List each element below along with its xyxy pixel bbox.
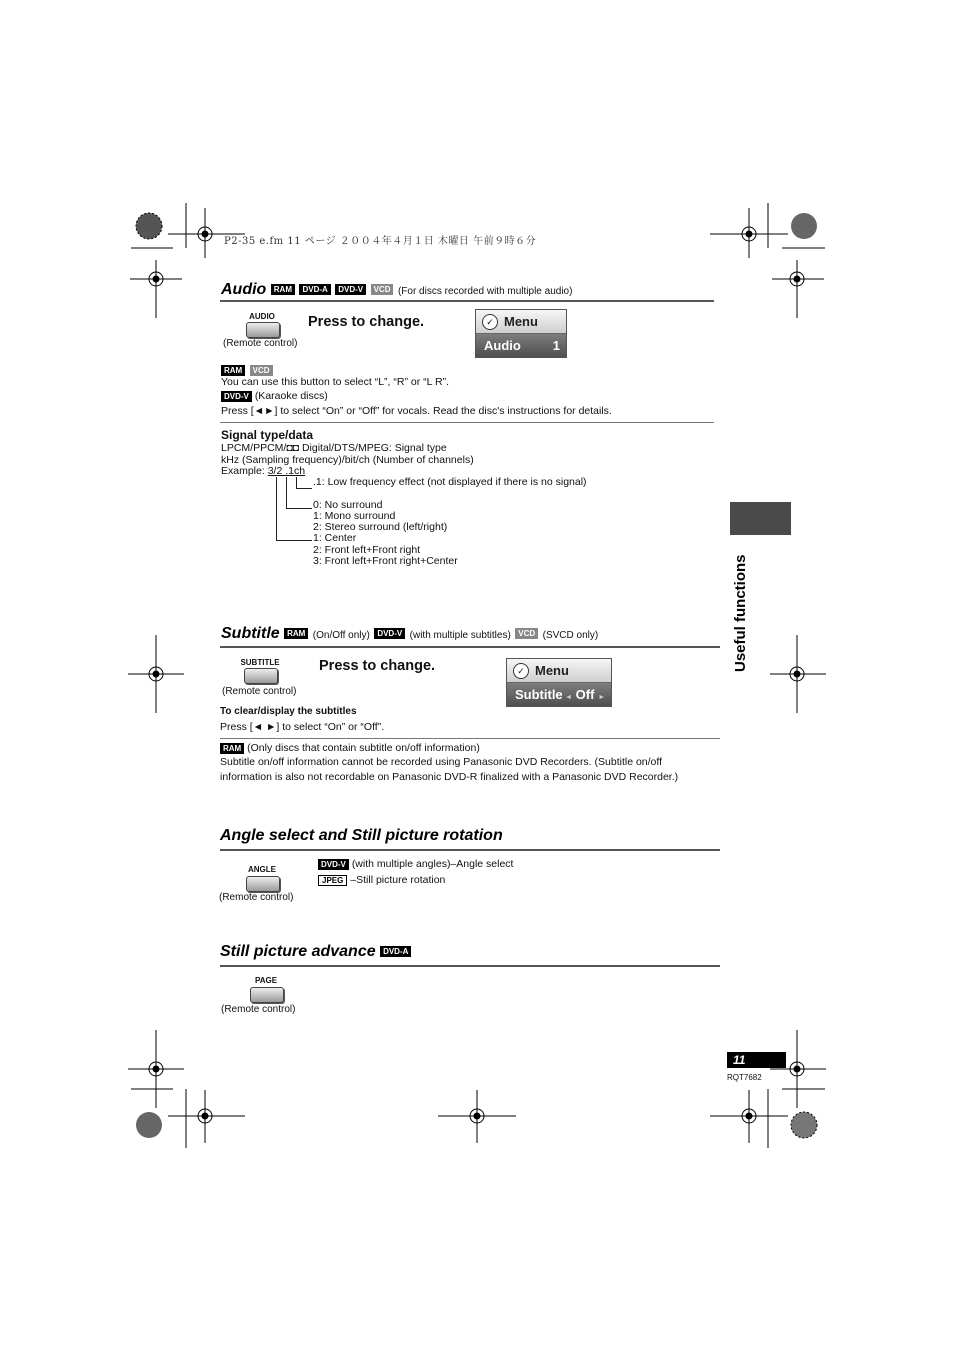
subtitle-note-line2: information is also not recordable on Panasonic DVD-R finalized with a Panasonic DVD Recorder.) (220, 771, 679, 783)
badge-dvd-v: DVD-V (374, 628, 405, 639)
page-number: 11 (727, 1052, 786, 1068)
badge-ram: RAM (284, 628, 308, 639)
subtitle-note1: (On/Off only) (312, 630, 370, 641)
signal-surround-1: 1: Mono surround (313, 510, 396, 522)
badge-vcd: VCD (250, 365, 273, 376)
angle-title: Angle select and Still picture rotation (220, 827, 503, 844)
subtitle-clear-heading: To clear/display the subtitles (220, 706, 357, 717)
text: ] to select “On” or “Off”. (276, 721, 385, 733)
angle-line1-text: (with multiple angles)–Angle select (351, 858, 514, 870)
bracket-line (286, 508, 312, 509)
badge-dvd-a: DVD-A (299, 284, 330, 295)
still-rule (220, 965, 720, 967)
bracket-line (276, 540, 312, 541)
arrow-icons: ◄ ► (252, 721, 277, 733)
audio-rule (220, 300, 714, 302)
subtitle-note3: (SVCD only) (542, 630, 599, 641)
signal-front-0: 1: Center (313, 532, 357, 544)
osd-item-value: 1 (552, 338, 560, 353)
angle-line2-text: –Still picture rotation (350, 874, 446, 886)
badge-vcd: VCD (515, 628, 538, 639)
subtitle-ram-note: (Only discs that contain subtitle on/off information) (247, 742, 480, 754)
subtitle-clear-line (220, 720, 384, 734)
audio-button-label: AUDIO (249, 312, 275, 321)
file-info-header: P2-35 e.fm 11 ページ ２００４年４月１日 木曜日 午前９時６分 (224, 236, 537, 247)
angle-button-label: ANGLE (248, 865, 276, 874)
osd-item-label: Subtitle (515, 687, 563, 702)
still-heading-row (220, 943, 411, 961)
angle-rule (220, 849, 720, 851)
badge-ram: RAM (221, 365, 245, 376)
signal-surround-2: 2: Stereo surround (left/right) (313, 521, 448, 533)
subtitle-ram-row (220, 741, 480, 755)
signal-lfe: .1: Low frequency effect (not displayed if there is no signal) (313, 476, 587, 488)
badge-ram: RAM (220, 743, 244, 754)
audio-remote-button[interactable] (246, 322, 280, 338)
divider (220, 422, 714, 423)
osd-menu-label: Menu (535, 663, 569, 678)
angle-remote-button[interactable] (246, 876, 280, 892)
arrow-icons: ◄► (253, 405, 275, 417)
audio-title: Audio (221, 281, 267, 298)
signal-line2: kHz (Sampling frequency)/bit/ch (Number of channels) (221, 454, 474, 466)
subtitle-note2: (with multiple subtitles) (409, 630, 511, 641)
still-remote-caption: (Remote control) (221, 1004, 296, 1015)
signal-front-1: 2: Front left+Front right (313, 544, 421, 556)
angle-remote-caption: (Remote control) (219, 892, 294, 903)
audio-press-to-change: Press to change. (308, 314, 425, 330)
example-label: Example: (221, 465, 265, 477)
text: Press [ (221, 405, 254, 417)
angle-line2 (318, 873, 445, 887)
badge-jpeg: JPEG (318, 875, 347, 886)
subtitle-button-label: SUBTITLE (240, 658, 280, 667)
signal-front-2: 3: Front left+Front right+Center (313, 555, 458, 567)
subtitle-osd (506, 658, 612, 707)
subtitle-remote-button[interactable] (244, 668, 278, 684)
menu-icon: ✓ (513, 663, 529, 679)
audio-heading-row (221, 281, 572, 299)
audio-line1: You can use this button to select “L”, “R” or “L R”. (221, 376, 449, 388)
bracket-line (286, 477, 287, 509)
side-label: Useful functions (732, 554, 749, 672)
osd-menu-label: Menu (504, 314, 538, 329)
badge-dvd-v: DVD-V (335, 284, 366, 295)
signal-surround-0: 0: No surround (313, 499, 383, 511)
audio-remote-caption: (Remote control) (223, 338, 298, 349)
badge-ram: RAM (271, 284, 295, 295)
right-arrow-icon: ► (598, 694, 605, 701)
badge-dvd-v: DVD-V (221, 391, 252, 402)
subtitle-heading-row (221, 625, 598, 643)
example-value: 3/2 .1ch (267, 465, 306, 477)
still-title: Still picture advance (220, 943, 376, 960)
left-arrow-icon: ◄ (565, 694, 573, 701)
page-remote-button[interactable] (250, 987, 284, 1003)
bracket-line (276, 477, 277, 541)
audio-line2: (Karaoke discs) (254, 390, 328, 402)
audio-osd (475, 309, 567, 358)
signal-example (221, 466, 305, 477)
signal-heading: Signal type/data (221, 428, 314, 442)
audio-line3 (221, 404, 612, 418)
audio-note: (For discs recorded with multiple audio) (397, 286, 573, 297)
page-button-label: PAGE (254, 976, 278, 985)
section-tab (730, 502, 791, 535)
menu-icon: ✓ (482, 314, 498, 330)
osd-item-label: Audio (484, 338, 521, 353)
audio-line2-row (221, 389, 328, 403)
text: ] to select “On” or “Off” for vocals. Read the disc's instructions for details. (274, 405, 612, 417)
model-code: RQT7682 (727, 1073, 762, 1082)
subtitle-note-line1: Subtitle on/off information cannot be recorded using Panasonic DVD Recorders. (Subtitle on/off (220, 756, 663, 768)
bracket-line (296, 488, 312, 489)
badge-dvd-v: DVD-V (318, 859, 349, 870)
subtitle-rule (220, 646, 720, 648)
badge-dvd-a: DVD-A (380, 946, 411, 957)
angle-line1 (318, 857, 513, 871)
badge-vcd: VCD (371, 284, 394, 295)
subtitle-title: Subtitle (221, 625, 280, 642)
subtitle-press-to-change: Press to change. (319, 658, 436, 674)
subtitle-remote-caption: (Remote control) (222, 686, 297, 697)
text: Press [ (220, 721, 253, 733)
osd-item-value: Off (575, 687, 595, 702)
divider (220, 738, 720, 739)
signal-line1: LPCM/PPCM/◘◘ Digital/DTS/MPEG: Signal type (221, 442, 447, 454)
